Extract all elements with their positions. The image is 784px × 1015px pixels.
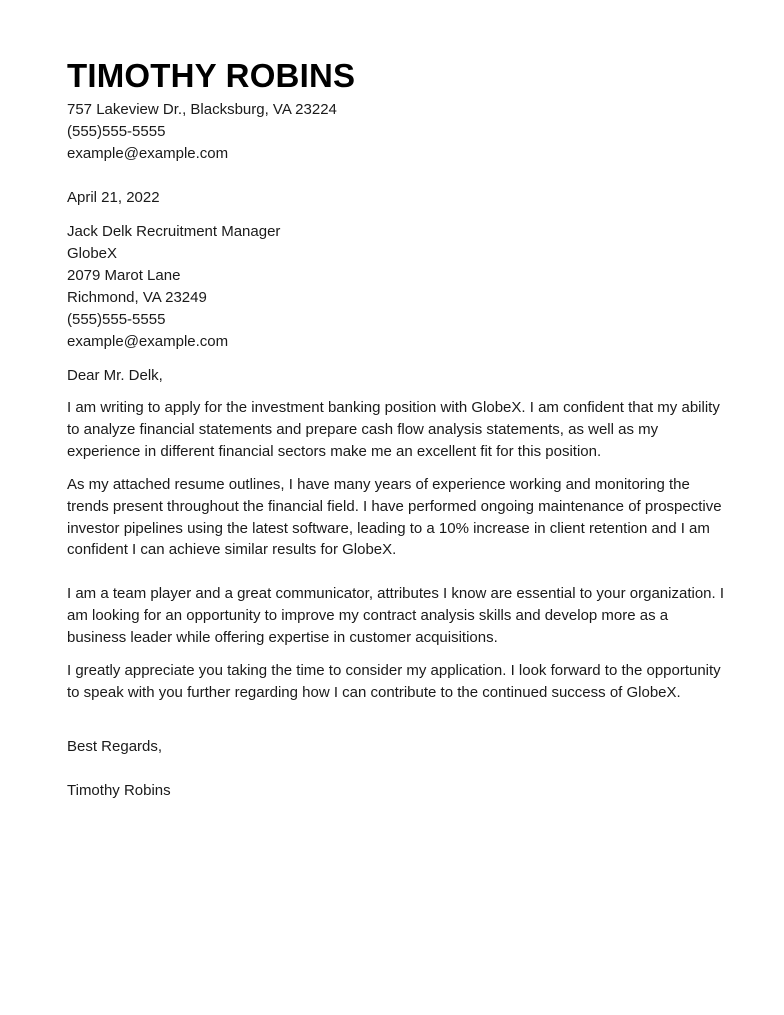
- body-paragraph-3: I am a team player and a great communicator, attributes I know are essential to your organization. I am looking for an opportunity to improve my contract analysis skills and develop more as a business leader while offering expertise in customer acquisitions.: [67, 585, 725, 646]
- body-paragraph-2: As my attached resume outlines, I have many years of experience working and monitoring the trends present throughout the financial field. I have performed ongoing maintenance of prospective investor pipelines using the latest software, leading to a 10% increase in client retention and I am confident I can achieve similar results for GlobeX.: [67, 476, 722, 559]
- sender-phone: (555)555-5555: [67, 123, 166, 140]
- sender-email: example@example.com: [67, 145, 229, 162]
- recipient-company: GlobeX: [67, 245, 118, 262]
- recipient-city: Richmond, VA 23249: [67, 289, 207, 306]
- recipient-email: example@example.com: [67, 333, 229, 350]
- letter-date: April 21, 2022: [67, 189, 160, 206]
- body-paragraph-4: I greatly appreciate you taking the time to consider my application. I look forward to the opportunity to speak with you further regarding how I can contribute to the continued success of GlobeX.: [67, 662, 721, 701]
- recipient-phone: (555)555-5555: [67, 311, 166, 328]
- salutation: Dear Mr. Delk,: [67, 367, 163, 384]
- sender-address: 757 Lakeview Dr., Blacksburg, VA 23224: [67, 101, 337, 118]
- closing: Best Regards,: [67, 738, 163, 755]
- sender-name-heading: TIMOTHY ROBINS: [67, 57, 356, 94]
- body-paragraph-1: I am writing to apply for the investment banking position with GlobeX. I am confident that my ability to analyze financial statements and prepare cash flow analysis statements, as well as my experience in different financial sectors make me an excellent fit for this position.: [67, 399, 720, 460]
- recipient-street: 2079 Marot Lane: [67, 267, 181, 284]
- recipient-name-title: Jack Delk Recruitment Manager: [67, 223, 281, 240]
- signature-name: Timothy Robins: [67, 782, 171, 799]
